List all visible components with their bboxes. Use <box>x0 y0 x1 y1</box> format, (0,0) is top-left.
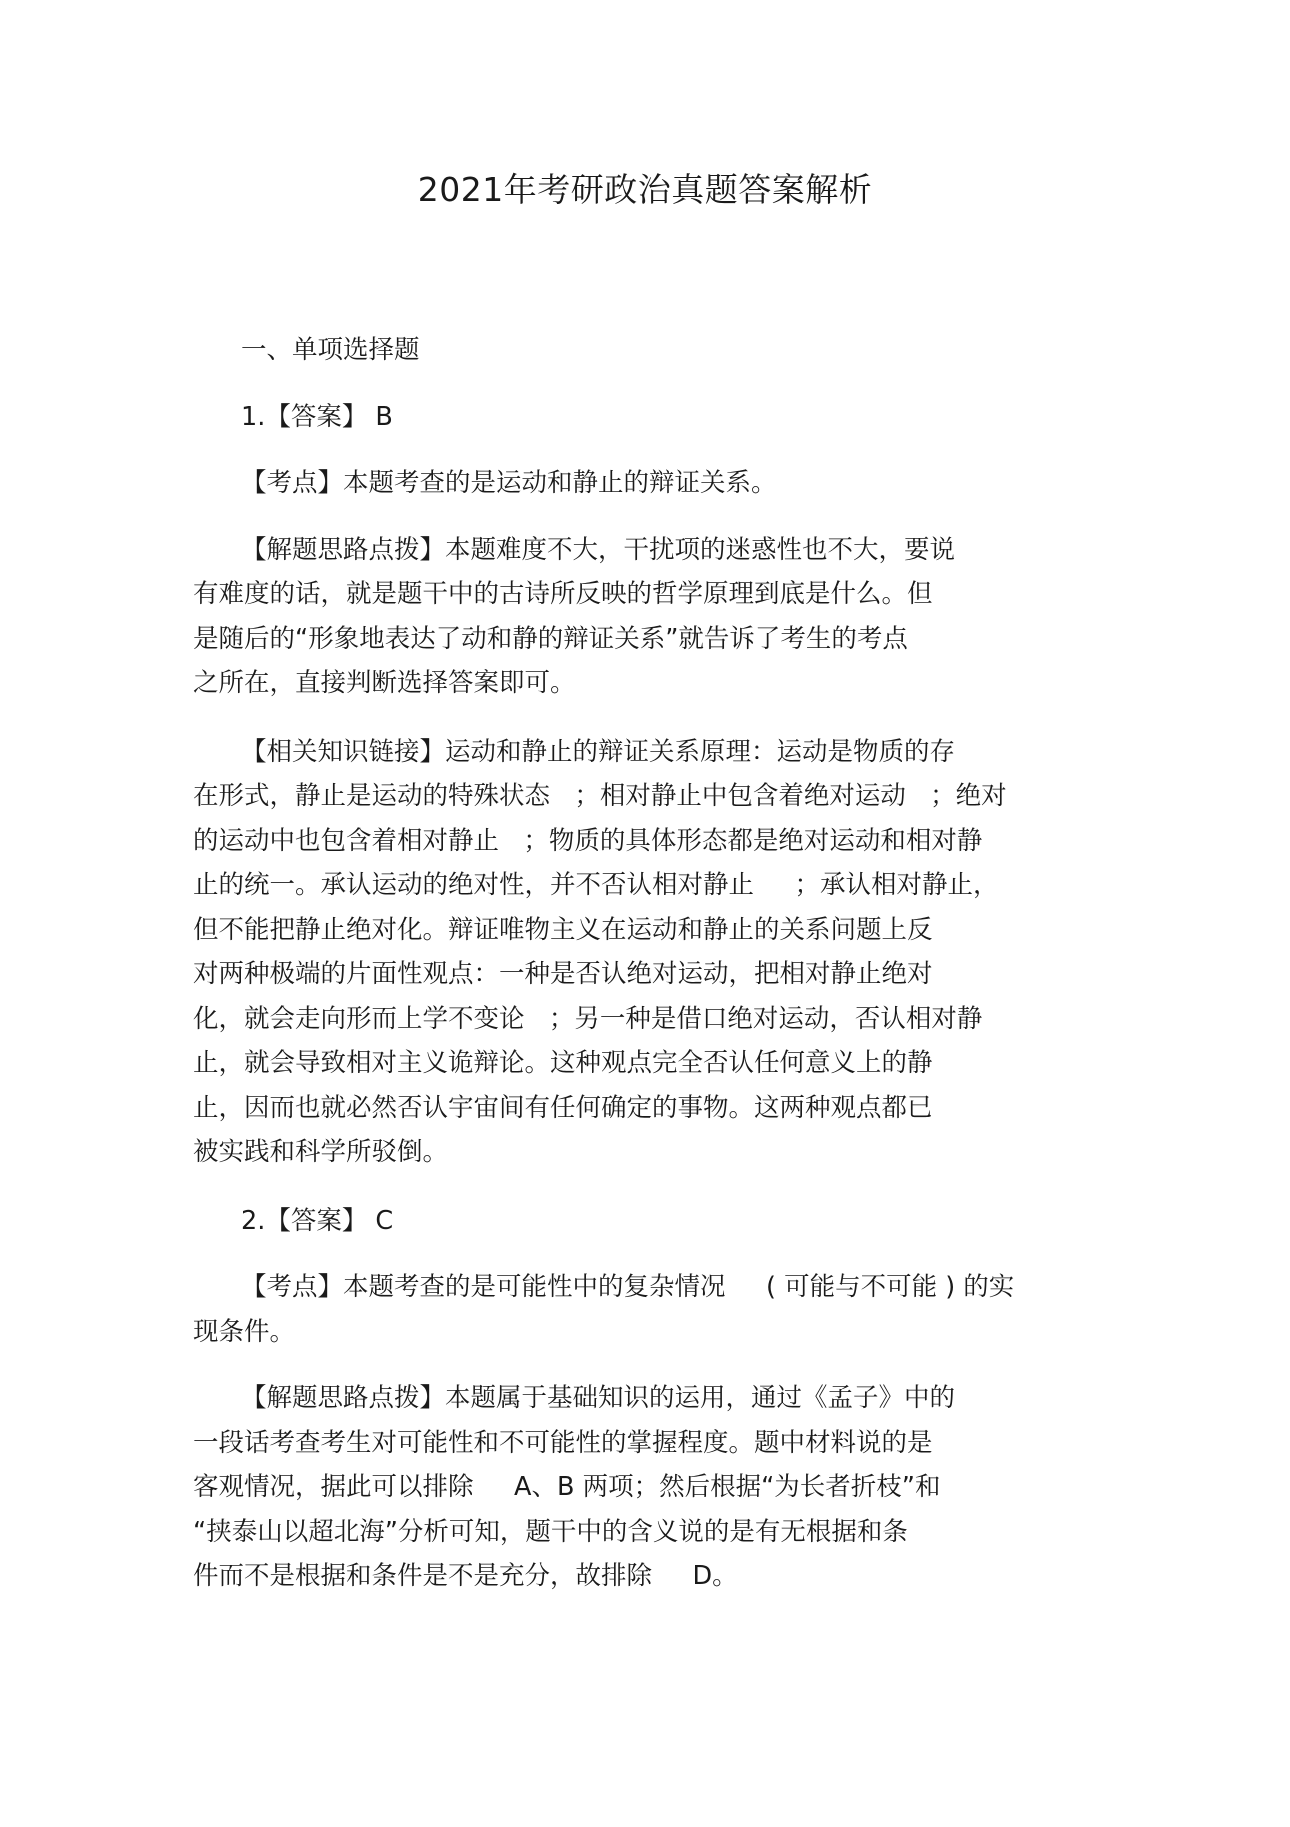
q2-approach-line: “挟泰山以超北海”分析可知，题干中的含义说的是有无根据和条 <box>193 1516 908 1547</box>
document-title: 2021年考研政治真题答案解析 <box>417 170 873 209</box>
q1-knowledge-line: 【相关知识链接】运动和静止的辩证关系原理：运动是物质的存 <box>241 736 956 767</box>
q2-point-line: 现条件。 <box>193 1316 296 1347</box>
q2-approach-line: 【解题思路点拨】本题属于基础知识的运用，通过《孟子》中的 <box>241 1383 956 1413</box>
q1-knowledge-line: 化，就会走向形而上学不变论 ；另一种是借口绝对运动，否认相对静 <box>193 1003 983 1034</box>
q1-approach-line: 是随后的“形象地表达了动和静的辩证关系”就告诉了考生的考点 <box>193 623 908 654</box>
q1-knowledge-line: 但不能把静止绝对化。辩证唯物主义在运动和静止的关系问题上反 <box>193 914 933 945</box>
q1-knowledge-line: 的运动中也包含着相对静止 ；物质的具体形态都是绝对运动和相对静 <box>193 825 983 856</box>
q1-knowledge-line: 在形式，静止是运动的特殊状态 ；相对静止中包含着绝对运动 ；绝对 <box>193 781 1007 811</box>
q1-answer: 1.【答案】 B <box>241 401 393 432</box>
section-heading: 一、单项选择题 <box>241 335 420 365</box>
q1-knowledge-line: 被实践和科学所驳倒。 <box>193 1137 449 1167</box>
q2-approach-line: 件而不是根据和条件是不是充分，故排除 D。 <box>193 1561 738 1591</box>
q1-knowledge <box>193 730 1093 1175</box>
q2-approach-line: 一段话考查考生对可能性和不可能性的掌握程度。题中材料说的是 <box>193 1427 933 1458</box>
q1-point: 【考点】本题考查的是运动和静止的辩证关系。 <box>241 468 777 498</box>
document-body <box>193 328 1093 1599</box>
q1-approach-line: 有难度的话，就是题干中的古诗所反映的哲学原理到底是什么。但 <box>193 579 933 609</box>
q2-answer: 2.【答案】 C <box>241 1205 394 1236</box>
q2-approach-line: 客观情况，据此可以排除 A、B 两项；然后根据“为长者折枝”和 <box>193 1472 941 1502</box>
q1-approach-line: 之所在，直接判断选择答案即可。 <box>193 668 576 698</box>
q1-knowledge-line: 对两种极端的片面性观点：一种是否认绝对运动，把相对静止绝对 <box>193 959 933 989</box>
q2-approach <box>193 1376 1093 1599</box>
q1-knowledge-line: 止，因而也就必然否认宇宙间有任何确定的事物。这两种观点都已 <box>193 1092 933 1123</box>
q1-knowledge-line: 止，就会导致相对主义诡辩论。这种观点完全否认任何意义上的静 <box>193 1048 933 1078</box>
q2-point <box>193 1265 1093 1354</box>
q1-approach-line: 【解题思路点拨】本题难度不大，干扰项的迷惑性也不大，要说 <box>241 534 956 565</box>
q1-approach <box>193 528 1093 706</box>
q1-knowledge-line: 止的统一。承认运动的绝对性，并不否认相对静止 ；承认相对静止， <box>193 870 999 900</box>
q2-point-line: 【考点】本题考查的是可能性中的复杂情况 ( 可能与不可能 ) 的实 <box>241 1272 1015 1302</box>
